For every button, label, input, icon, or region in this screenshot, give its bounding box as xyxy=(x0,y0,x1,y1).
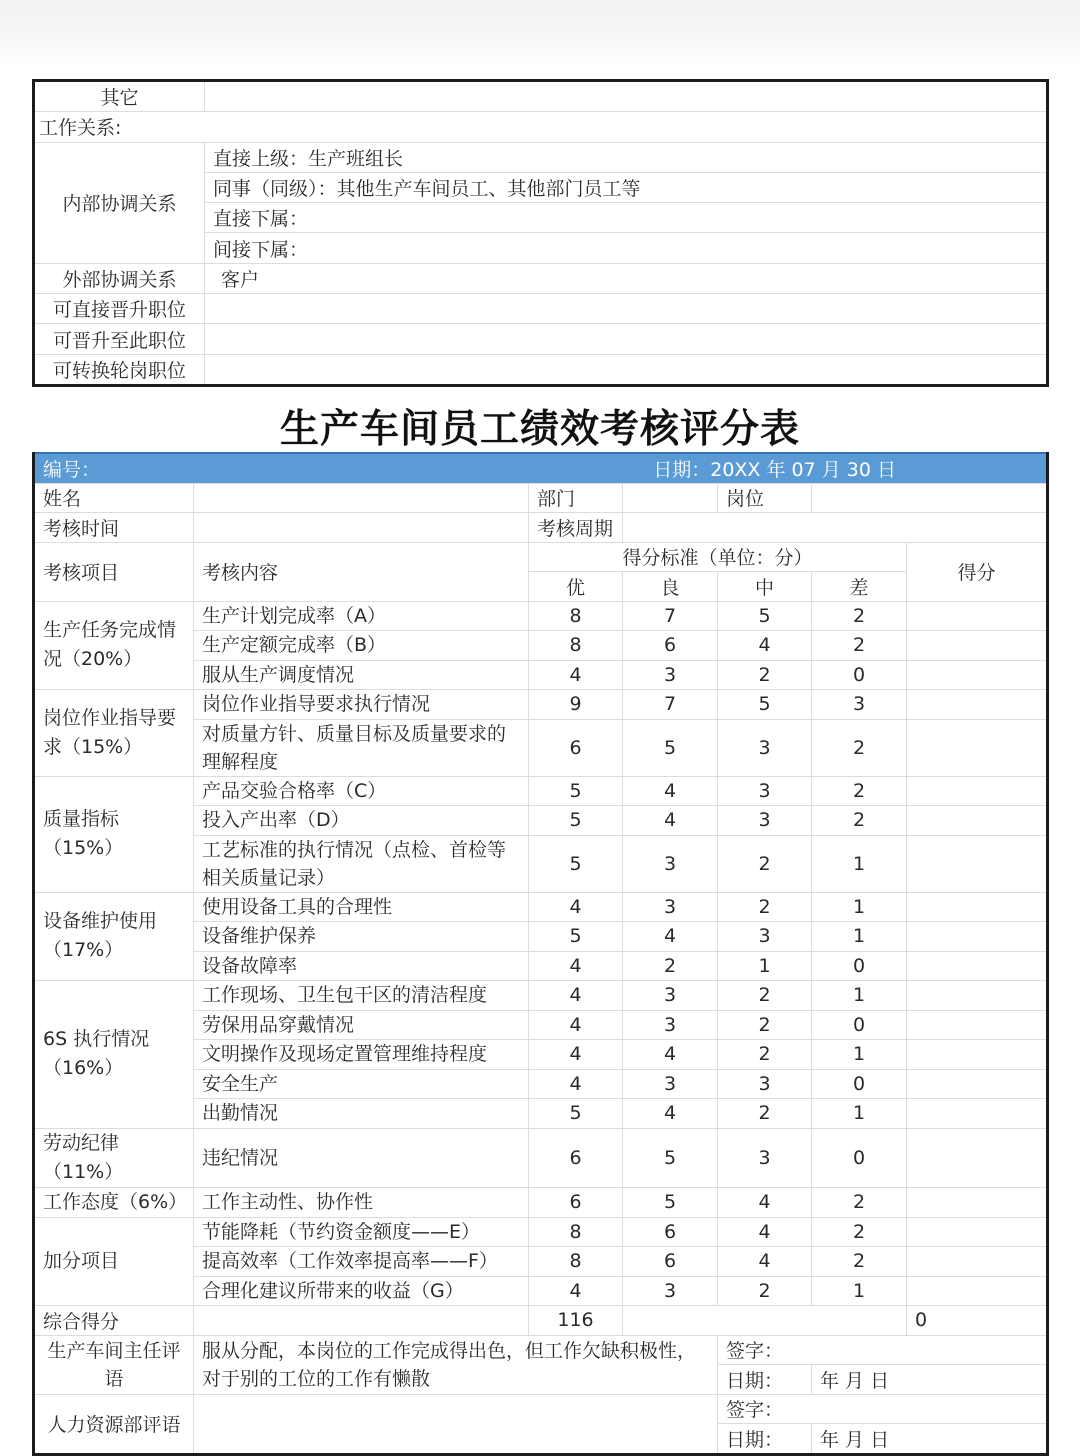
score-poor: 1 xyxy=(812,835,907,892)
score-input[interactable] xyxy=(907,660,1048,690)
score-good: 6 xyxy=(623,631,718,661)
promote-to-value[interactable] xyxy=(205,324,1048,354)
name-value[interactable] xyxy=(194,483,529,513)
score-medium: 3 xyxy=(718,806,812,836)
score-poor: 0 xyxy=(812,660,907,690)
score-excellent: 5 xyxy=(529,835,623,892)
score-good: 3 xyxy=(623,1010,718,1040)
total-value: 116 xyxy=(529,1306,623,1336)
score-excellent: 8 xyxy=(529,601,623,631)
time-value[interactable] xyxy=(194,513,529,543)
score-input[interactable] xyxy=(907,1187,1048,1217)
score-excellent: 5 xyxy=(529,1099,623,1129)
job-relations-table xyxy=(32,79,1049,387)
level-poor: 差 xyxy=(812,572,907,602)
criteria-content: 工作主动性、协作性 xyxy=(194,1187,529,1217)
item-col-header: 考核项目 xyxy=(34,542,194,601)
score-excellent: 4 xyxy=(529,1069,623,1099)
promote-direct-value[interactable] xyxy=(205,294,1048,324)
director-sign[interactable]: 签字： xyxy=(718,1335,1048,1365)
score-input[interactable] xyxy=(907,1128,1048,1187)
score-input[interactable] xyxy=(907,690,1048,720)
category-name: 6S 执行情况（16%） xyxy=(34,981,194,1129)
rotate-value[interactable] xyxy=(205,354,1048,385)
score-input[interactable] xyxy=(907,1099,1048,1129)
score-medium: 4 xyxy=(718,631,812,661)
form-title: 生产车间员工绩效考核评分表 xyxy=(279,407,800,452)
score-medium: 3 xyxy=(718,1128,812,1187)
score-input[interactable] xyxy=(907,719,1048,776)
score-input[interactable] xyxy=(907,1010,1048,1040)
director-comment: 服从分配，本岗位的工作完成得出色，但工作欠缺积极性，对于别的工位的工作有懒散 xyxy=(194,1335,718,1394)
table-row xyxy=(34,1217,1048,1247)
score-excellent: 8 xyxy=(529,631,623,661)
criteria-content: 生产定额完成率（B） xyxy=(194,631,529,661)
table-row xyxy=(34,601,1048,631)
score-excellent: 6 xyxy=(529,1187,623,1217)
criteria-content: 对质量方针、质量目标及质量要求的理解程度 xyxy=(194,719,529,776)
score-excellent: 5 xyxy=(529,922,623,952)
score-good: 3 xyxy=(623,892,718,922)
score-good: 7 xyxy=(623,690,718,720)
score-input[interactable] xyxy=(907,1276,1048,1306)
category-name: 劳动纪律（11%） xyxy=(34,1128,194,1187)
score-poor: 1 xyxy=(812,922,907,952)
category-name: 工作态度（6%） xyxy=(34,1187,194,1217)
internal-item: 间接下属： xyxy=(205,233,1048,263)
score-excellent: 5 xyxy=(529,806,623,836)
period-value[interactable] xyxy=(623,513,1048,543)
score-poor: 0 xyxy=(812,951,907,981)
score-excellent: 4 xyxy=(529,951,623,981)
score-good: 5 xyxy=(623,1128,718,1187)
score-input[interactable] xyxy=(907,892,1048,922)
criteria-content: 投入产出率（D） xyxy=(194,806,529,836)
score-poor: 3 xyxy=(812,690,907,720)
score-medium: 2 xyxy=(718,892,812,922)
score-input[interactable] xyxy=(907,1247,1048,1277)
form-date: 日期：20XX 年 07 月 30 日 xyxy=(529,453,1048,483)
category-name: 质量指标（15%） xyxy=(34,776,194,892)
score-poor: 1 xyxy=(812,981,907,1011)
criteria-content: 服从生产调度情况 xyxy=(194,660,529,690)
score-input[interactable] xyxy=(907,631,1048,661)
criteria-content: 设备故障率 xyxy=(194,951,529,981)
external-label: 外部协调关系 xyxy=(34,263,205,293)
score-poor: 0 xyxy=(812,1128,907,1187)
score-excellent: 4 xyxy=(529,1276,623,1306)
criteria-content: 文明操作及现场定置管理维持程度 xyxy=(194,1040,529,1070)
internal-label: 内部协调关系 xyxy=(34,142,205,263)
criteria-content: 工艺标准的执行情况（点检、首检等相关质量记录） xyxy=(194,835,529,892)
table-row xyxy=(34,981,1048,1011)
criteria-content: 安全生产 xyxy=(194,1069,529,1099)
score-poor: 0 xyxy=(812,1010,907,1040)
hr-date-label: 日期： xyxy=(718,1424,812,1455)
criteria-content: 节能降耗（节约资金额度——E） xyxy=(194,1217,529,1247)
evaluation-table xyxy=(32,452,1049,1456)
other-value[interactable] xyxy=(205,81,1048,112)
score-excellent: 8 xyxy=(529,1247,623,1277)
score-medium: 2 xyxy=(718,660,812,690)
score-good: 5 xyxy=(623,719,718,776)
score-input[interactable] xyxy=(907,601,1048,631)
criteria-content: 工作现场、卫生包干区的清洁程度 xyxy=(194,981,529,1011)
work-relation-label: 工作关系: xyxy=(34,112,1048,142)
score-excellent: 6 xyxy=(529,1128,623,1187)
score-medium: 5 xyxy=(718,690,812,720)
score-medium: 2 xyxy=(718,1040,812,1070)
internal-item: 直接下属： xyxy=(205,203,1048,233)
post-label: 岗位 xyxy=(718,483,812,513)
table-row xyxy=(34,1128,1048,1187)
level-excellent: 优 xyxy=(529,572,623,602)
name-label: 姓名 xyxy=(34,483,194,513)
score-excellent: 8 xyxy=(529,1217,623,1247)
content-col-header: 考核内容 xyxy=(194,542,529,601)
score-medium: 2 xyxy=(718,1099,812,1129)
criteria-content: 岗位作业指导要求执行情况 xyxy=(194,690,529,720)
criteria-content: 设备维护保养 xyxy=(194,922,529,952)
hr-label: 人力资源部评语 xyxy=(34,1394,194,1454)
criteria-content: 违纪情况 xyxy=(194,1128,529,1187)
score-good: 4 xyxy=(623,1099,718,1129)
period-label: 考核周期 xyxy=(529,513,623,543)
director-label: 生产车间主任评语 xyxy=(34,1335,194,1394)
score-good: 7 xyxy=(623,601,718,631)
table-row xyxy=(34,776,1048,806)
score-medium: 5 xyxy=(718,601,812,631)
score-input[interactable] xyxy=(907,835,1048,892)
director-date-label: 日期： xyxy=(718,1365,812,1395)
score-input[interactable] xyxy=(907,951,1048,981)
score-medium: 4 xyxy=(718,1247,812,1277)
criteria-content: 出勤情况 xyxy=(194,1099,529,1129)
score-good: 4 xyxy=(623,806,718,836)
score-poor: 2 xyxy=(812,806,907,836)
score-medium: 4 xyxy=(718,1217,812,1247)
criteria-content: 使用设备工具的合理性 xyxy=(194,892,529,922)
score-poor: 1 xyxy=(812,892,907,922)
score-input[interactable] xyxy=(907,981,1048,1011)
score-input[interactable] xyxy=(907,1069,1048,1099)
score-good: 6 xyxy=(623,1247,718,1277)
score-medium: 1 xyxy=(718,951,812,981)
score-medium: 4 xyxy=(718,1187,812,1217)
dept-value[interactable] xyxy=(623,483,718,513)
score-good: 4 xyxy=(623,1040,718,1070)
score-medium: 2 xyxy=(718,835,812,892)
criteria-content: 生产计划完成率（A） xyxy=(194,601,529,631)
score-excellent: 6 xyxy=(529,719,623,776)
level-medium: 中 xyxy=(718,572,812,602)
score-good: 6 xyxy=(623,1217,718,1247)
score-poor: 2 xyxy=(812,1247,907,1277)
total-label: 综合得分 xyxy=(34,1306,194,1336)
score-medium: 3 xyxy=(718,1069,812,1099)
table-row xyxy=(34,892,1048,922)
score-input[interactable] xyxy=(907,1040,1048,1070)
dept-label: 部门 xyxy=(529,483,623,513)
criteria-content: 产品交验合格率（C） xyxy=(194,776,529,806)
score-medium: 2 xyxy=(718,981,812,1011)
score-excellent: 4 xyxy=(529,1040,623,1070)
internal-item: 同事（同级）：其他生产车间员工、其他部门员工等 xyxy=(205,172,1048,202)
score-poor: 0 xyxy=(812,1069,907,1099)
score-medium: 3 xyxy=(718,719,812,776)
post-value[interactable] xyxy=(812,483,1048,513)
score-good: 3 xyxy=(623,981,718,1011)
score-excellent: 4 xyxy=(529,1010,623,1040)
score-poor: 2 xyxy=(812,776,907,806)
score-poor: 1 xyxy=(812,1040,907,1070)
score-header: 得分 xyxy=(907,542,1048,601)
score-poor: 2 xyxy=(812,601,907,631)
standard-header: 得分标准（单位：分） xyxy=(529,542,907,572)
table-row xyxy=(34,1187,1048,1217)
criteria-content: 提高效率（工作效率提高率——F） xyxy=(194,1247,529,1277)
table-row xyxy=(34,690,1048,720)
form-number-label: 编号： xyxy=(34,453,529,483)
criteria-content: 合理化建议所带来的收益（G） xyxy=(194,1276,529,1306)
score-poor: 2 xyxy=(812,1217,907,1247)
criteria-content: 劳保用品穿戴情况 xyxy=(194,1010,529,1040)
director-date-value[interactable]: 年 月 日 xyxy=(812,1365,1048,1395)
score-good: 5 xyxy=(623,1187,718,1217)
score-good: 3 xyxy=(623,835,718,892)
internal-item: 直接上级：生产班组长 xyxy=(205,142,1048,172)
score-good: 4 xyxy=(623,776,718,806)
score-excellent: 5 xyxy=(529,776,623,806)
score-medium: 2 xyxy=(718,1276,812,1306)
rotate-label: 可转换轮岗职位 xyxy=(34,354,205,385)
score-medium: 3 xyxy=(718,776,812,806)
score-good: 3 xyxy=(623,660,718,690)
level-good: 良 xyxy=(623,572,718,602)
score-good: 2 xyxy=(623,951,718,981)
score-excellent: 9 xyxy=(529,690,623,720)
category-name: 生产任务完成情况（20%） xyxy=(34,601,194,690)
score-good: 3 xyxy=(623,1069,718,1099)
score-poor: 1 xyxy=(812,1099,907,1129)
score-input[interactable] xyxy=(907,922,1048,952)
category-name: 岗位作业指导要求（15%） xyxy=(34,690,194,777)
promote-to-label: 可晋升至此职位 xyxy=(34,324,205,354)
other-label: 其它 xyxy=(34,81,205,112)
score-medium: 2 xyxy=(718,1010,812,1040)
score-good: 4 xyxy=(623,922,718,952)
score-poor: 2 xyxy=(812,719,907,776)
score-poor: 2 xyxy=(812,631,907,661)
time-label: 考核时间 xyxy=(34,513,194,543)
total-score: 0 xyxy=(907,1306,1048,1336)
hr-sign[interactable]: 签字： xyxy=(718,1394,1048,1424)
score-poor: 1 xyxy=(812,1276,907,1306)
score-input[interactable] xyxy=(907,1217,1048,1247)
score-input[interactable] xyxy=(907,776,1048,806)
score-excellent: 4 xyxy=(529,660,623,690)
score-medium: 3 xyxy=(718,922,812,952)
promote-direct-label: 可直接晋升职位 xyxy=(34,294,205,324)
score-poor: 2 xyxy=(812,1187,907,1217)
hr-comment[interactable] xyxy=(194,1394,718,1454)
category-name: 设备维护使用（17%） xyxy=(34,892,194,981)
score-excellent: 4 xyxy=(529,892,623,922)
score-good: 3 xyxy=(623,1276,718,1306)
external-value: 客户 xyxy=(205,263,1048,293)
score-excellent: 4 xyxy=(529,981,623,1011)
hr-date-value[interactable]: 年 月 日 xyxy=(812,1424,1048,1455)
score-input[interactable] xyxy=(907,806,1048,836)
category-name: 加分项目 xyxy=(34,1217,194,1306)
